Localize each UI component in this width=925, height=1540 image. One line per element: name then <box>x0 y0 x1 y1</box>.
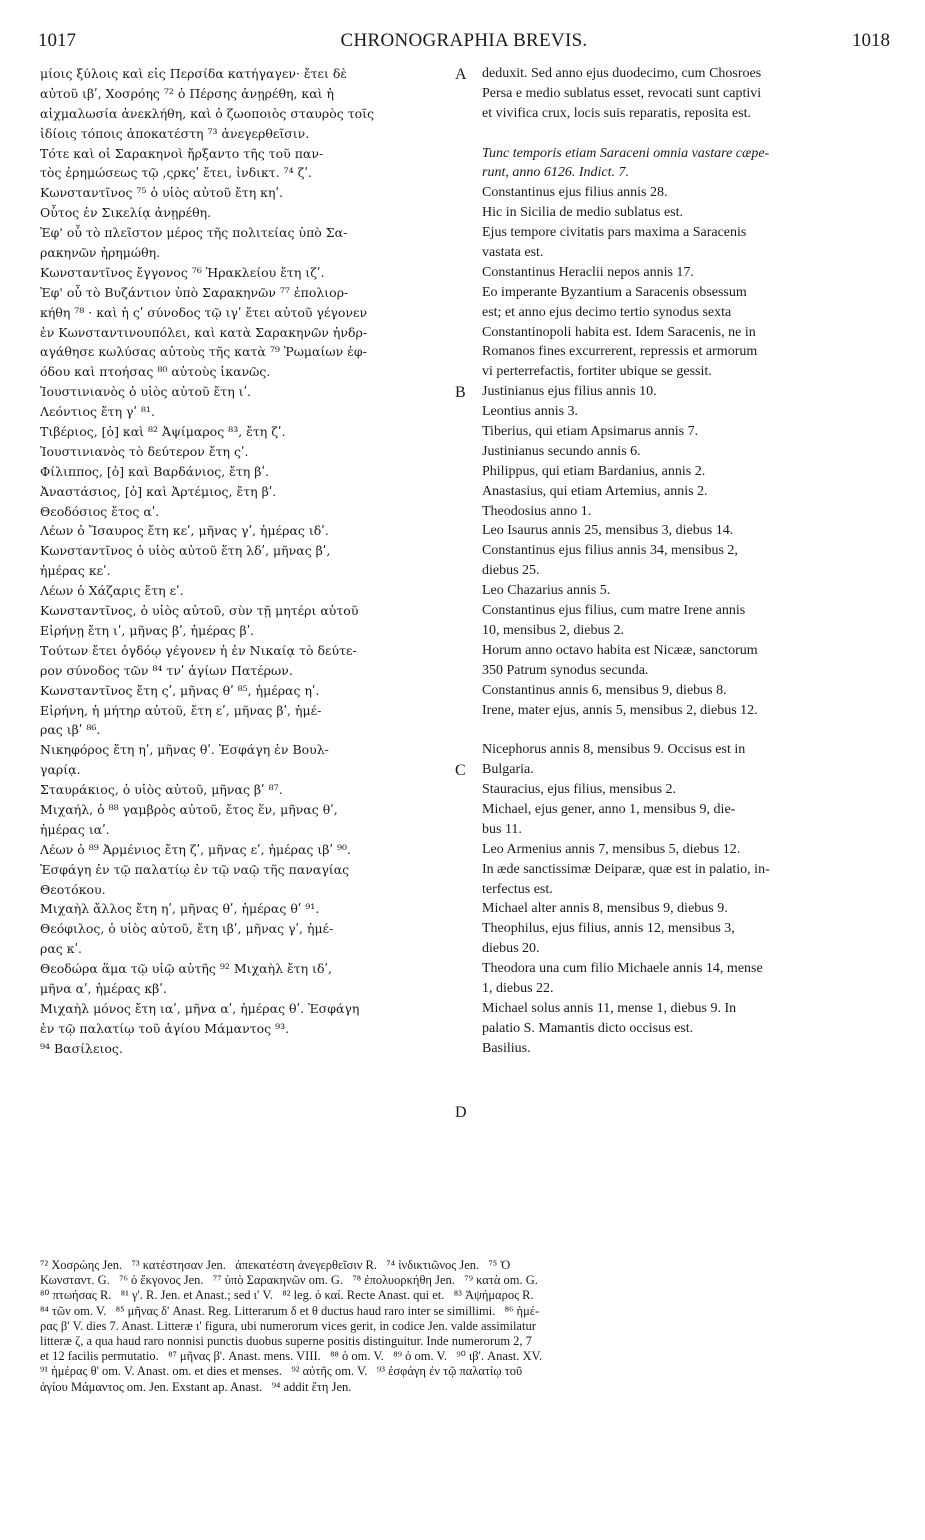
greek-line: τὸς ἐρημώσεως τῷ ,ςρκςʹ ἔτει, ἰνδικτ. ⁷⁴ ζʹ. <box>40 165 312 181</box>
latin-line: Theodosius anno 1. <box>482 503 592 519</box>
latin-line: diebus 20. <box>482 941 540 957</box>
greek-line: Ἐφ' οὗ τὸ πλεῖστον μέρος τῆς πολιτείας ὑπὸ Σα- <box>40 225 348 241</box>
latin-line: Persa e medio sublatus esset, revocati sunt captivi <box>482 85 762 101</box>
latin-line: terfectus est. <box>482 881 553 897</box>
greek-line: Τιβέριος, [ὁ] καὶ ⁸² Ἀψίμαρος ⁸³, ἔτη ζʹ. <box>40 424 286 440</box>
latin-line: palatio S. Mamantis dicto occisus est. <box>482 1020 694 1036</box>
greek-line: Τότε καὶ οἱ Σαρακηνοὶ ἤρξαντο τῆς τοῦ παν- <box>40 145 324 161</box>
greek-line: ρον σύνοδος τῶν ⁸⁴ τνʹ ἁγίων Πατέρων. <box>40 662 293 678</box>
greek-line: Θεοτόκου. <box>40 881 106 897</box>
footnote-line: ἁγίου Μάμαντος om. Jen. Exstant ap. Anast. ⁹⁴ addit ἔτη Jen. <box>40 1379 352 1394</box>
greek-line: Νικηφόρος ἔτη ηʹ, μῆνας θʹ. Ἐσφάγη ἐν Βουλ- <box>40 742 329 758</box>
margin-letter-c: C <box>455 762 466 779</box>
latin-line: Nicephorus annis 8, mensibus 9. Occisus est in <box>482 742 746 758</box>
margin-letter-b: B <box>455 384 466 401</box>
greek-line: Κωνσταντῖνος ὁ υἱὸς αὐτοῦ ἔτη λδʹ, μῆνας βʹ, <box>40 543 331 559</box>
latin-line: Leo Isaurus annis 25, mensibus 3, diebus 14. <box>482 523 734 539</box>
footnote-line: ⁸⁴ τῶν om. V. ⁸⁵ μῆνας δ' Anast. Reg. Litterarum δ et θ ductus haud raro inter se simillimi. ⁸⁶ ἡμέ- <box>40 1303 540 1318</box>
greek-line: Ἰουστινιανὸς ὁ υἱὸς αὐτοῦ ἔτη ιʹ. <box>40 384 252 400</box>
latin-line: bus 11. <box>482 821 522 837</box>
greek-line: Μιχαὴλ ἄλλος ἔτη ηʹ, μῆνας θʹ, ἡμέρας θʹ ⁹¹. <box>40 901 320 917</box>
latin-line: Leontius annis 3. <box>482 404 579 420</box>
greek-line: Λέων ὁ Ἴσαυρος ἔτη κεʹ, μῆνας γʹ, ἡμέρας ιδʹ. <box>40 523 329 539</box>
latin-line: Eo imperante Byzantium a Saracenis obsessum <box>482 284 747 300</box>
latin-line: et vivifica crux, locis suis reparatis, reposita est. <box>482 105 752 121</box>
greek-line: Θεοδόσιος ἔτος αʹ. <box>40 503 160 519</box>
latin-line: vi perterrefactis, fortiter ubique se gessit. <box>482 364 712 380</box>
greek-line: μῆνα αʹ, ἡμέρας κβʹ. <box>40 980 167 996</box>
latin-line: Michael, ejus gener, anno 1, mensibus 9, die- <box>482 801 736 817</box>
greek-line: κήθη ⁷⁸ · καὶ ἡ ςʹ σύνοδος τῷ ιγʹ ἔτει αὐτοῦ γέγονεν <box>40 304 368 320</box>
greek-line: ἐν Κωνσταντινουπόλει, καὶ κατὰ Σαρακηνῶν ἠνδρ- <box>40 324 368 340</box>
latin-line: est; et anno ejus decimo tertio synodus sexta <box>482 304 732 320</box>
latin-line: Philippus, qui etiam Bardanius, annis 2. <box>482 463 706 479</box>
greek-line: αὐτοῦ ιβʹ, Χοσρόης ⁷² ὁ Πέρσης ἀνῃρέθη, καὶ ἡ <box>40 85 335 101</box>
greek-line: Λέων ὁ ⁸⁹ Ἀρμένιος ἔτη ζʹ, μῆνας εʹ, ἡμέρας ιβʹ ⁹⁰. <box>40 841 351 857</box>
greek-column <box>40 64 460 1059</box>
footnote-line: ⁸⁰ πτωήσας R. ⁸¹ γ'. R. Jen. et Anast.; sed ι' V. ⁸² leg. ὁ καί. Recte Anast. qui et. ⁸³ Ἀψήμαρος R. <box>40 1288 534 1303</box>
greek-line: Κωνσταντῖνος, ὁ υἱὸς αὐτοῦ, σὺν τῇ μητέρι αὐτοῦ <box>40 603 359 619</box>
margin-letter-d: D <box>455 1104 467 1121</box>
latin-line: 350 Patrum synodus secunda. <box>482 662 649 678</box>
greek-line: ἰδίοις τόποις ἀποκατέστη ⁷³ ἀνεγερθεῖσιν. <box>40 125 310 141</box>
latin-column <box>482 64 902 1059</box>
greek-line: ρας ιβʹ ⁸⁶. <box>40 722 101 738</box>
greek-line: Κωνσταντῖνος ⁷⁵ ὁ υἱὸς αὐτοῦ ἔτη κηʹ. <box>40 185 283 201</box>
latin-line <box>482 124 902 144</box>
greek-line: Εἰρήνῃ ἔτη ιʹ, μῆνας βʹ, ἡμέρας βʹ. <box>40 622 255 638</box>
greek-line: Κωνσταντῖνος ἔγγονος ⁷⁶ Ἡρακλείου ἔτη ιζʹ. <box>40 264 325 280</box>
footnotes <box>40 1258 900 1395</box>
latin-line: Justinianus ejus filius annis 10. <box>482 384 657 400</box>
greek-line: αγάθησε κωλύσας αὐτοὺς τῆς κατὰ ⁷⁹ Ῥωμαίων ἐφ- <box>40 344 367 360</box>
greek-line: ρας κʹ. <box>40 941 83 957</box>
latin-line: Bulgaria. <box>482 762 534 778</box>
latin-line: Tiberius, qui etiam Apsimarus annis 7. <box>482 424 699 440</box>
latin-line: deduxit. Sed anno ejus duodecimo, cum Chosroes <box>482 66 762 81</box>
latin-line: runt, anno 6126. Indict. 7. <box>482 165 629 181</box>
latin-line: Constantinus Heraclii nepos annis 17. <box>482 264 694 280</box>
latin-line: Michael alter annis 8, mensibus 9, diebus 9. <box>482 901 728 917</box>
latin-line: Theodora una cum filio Michaele annis 14, mense <box>482 961 763 977</box>
latin-line: Hic in Sicilia de medio sublatus est. <box>482 205 684 221</box>
greek-line: Μιχαήλ, ὁ ⁸⁸ γαμβρὸς αὐτοῦ, ἔτος ἕν, μῆνας θʹ, <box>40 801 338 817</box>
latin-line: Leo Armenius annis 7, mensibus 5, diebus 12. <box>482 841 741 857</box>
greek-line: Θεόφιλος, ὁ υἱὸς αὐτοῦ, ἔτη ιβʹ, μῆνας γʹ, ἡμέ- <box>40 921 334 937</box>
latin-line: vastata est. <box>482 245 544 261</box>
latin-line: Tunc temporis etiam Saraceni omnia vastare cæpe- <box>482 145 770 161</box>
greek-line: Λέων ὁ Χάζαρις ἔτη εʹ. <box>40 583 184 599</box>
greek-line: Λεόντιος ἔτη γʹ ⁸¹. <box>40 404 155 420</box>
margin-letter-a: A <box>455 66 467 83</box>
greek-line: Κωνσταντῖνος ἔτη ςʹ, μῆνας θʹ ⁸⁵, ἡμέρας ηʹ. <box>40 682 320 698</box>
greek-line: Εἰρήνη, ἡ μήτηρ αὐτοῦ, ἔτη εʹ, μῆνας βʹ, ἡμέ- <box>40 702 322 718</box>
greek-line: ἐν τῷ παλατίῳ τοῦ ἁγίου Μάμαντος ⁹³. <box>40 1020 290 1036</box>
latin-line: Constantinopoli habita est. Idem Saracenis, ne in <box>482 324 756 340</box>
latin-line: Constantinus annis 6, mensibus 9, diebus 8. <box>482 682 727 698</box>
footnote-line: Κωνσταντ. G. ⁷⁶ ὁ ἔκγονος Jen. ⁷⁷ ὑπὸ Σαρακηνῶν om. G. ⁷⁸ ἐπολυορκήθη Jen. ⁷⁹ κατὰ om. G. <box>40 1273 538 1288</box>
latin-line: 1, diebus 22. <box>482 980 554 996</box>
page-header <box>38 30 890 56</box>
latin-line: diebus 25. <box>482 563 540 579</box>
greek-line: μίοις ξύλοις καὶ εἰς Περσίδα κατήγαγεν· ἔτει δὲ <box>40 66 348 81</box>
latin-line: Constantinus ejus filius annis 28. <box>482 185 668 201</box>
greek-line: αἰχμαλωσία ἀνεκλήθη, καὶ ὁ ζωοποιὸς σταυρὸς τοῖς <box>40 105 375 121</box>
greek-line: Ἀναστάσιος, [ὁ] καὶ Ἀρτέμιος, ἔτη βʹ. <box>40 483 277 499</box>
greek-line: ρακηνῶν ἠρημώθη. <box>40 245 161 261</box>
latin-line: Ejus tempore civitatis pars maxima a Saracenis <box>482 225 747 241</box>
greek-line: Ἰουστινιανὸς τὸ δεύτερον ἔτη ςʹ. <box>40 443 249 459</box>
page-title: CHRONOGRAPHIA BREVIS. <box>340 30 588 51</box>
latin-line: Constantinus ejus filius, cum matre Irene annis <box>482 603 746 619</box>
latin-line <box>482 720 902 740</box>
greek-line: όδου καὶ πτοήσας ⁸⁰ αὐτοὺς ἱκανῶς. <box>40 364 271 380</box>
greek-line: ἡμέρας ιαʹ. <box>40 821 110 837</box>
latin-line: Romanos fines excurrerent, repressis et armorum <box>482 344 758 360</box>
greek-line: γαρίᾳ. <box>40 762 81 778</box>
greek-line: Ἐσφάγη ἐν τῷ παλατίῳ ἐν τῷ ναῷ τῆς παναγίας <box>40 861 350 877</box>
greek-line: Ἐφ' οὗ τὸ Βυζάντιον ὑπὸ Σαρακηνῶν ⁷⁷ ἐπολιορ- <box>40 284 349 300</box>
latin-line: Theophilus, ejus filius, annis 12, mensibus 3, <box>482 921 735 937</box>
greek-line: ⁹⁴ Βασίλειος. <box>40 1040 123 1056</box>
latin-line: Stauracius, ejus filius, mensibus 2. <box>482 782 677 798</box>
greek-line: Τούτων ἔτει ὀγδόῳ γέγονεν ἡ ἐν Νικαίᾳ τὸ δεύτε- <box>40 642 357 658</box>
right-page-number: 1018 <box>852 30 890 51</box>
latin-line: In æde sanctissimæ Deiparæ, quæ est in palatio, in- <box>482 861 770 877</box>
latin-line: Basilius. <box>482 1040 531 1056</box>
latin-line: Justinianus secundo annis 6. <box>482 443 641 459</box>
footnote-line: litteræ ζ, a qua haud raro nonnisi punctis duobus superne positis distinguitur. Inde numerorum 2, 7 <box>40 1333 532 1348</box>
latin-line: Michael solus annis 11, mense 1, diebus 9. In <box>482 1000 737 1016</box>
footnote-line: ρας β' V. dies 7. Anast. Litteræ ι' figura, ubi numerorum vices gerit, in codice Jen. valde assimilatur <box>40 1318 536 1333</box>
greek-line: Μιχαὴλ μόνος ἔτη ιαʹ, μῆνα αʹ, ἡμέρας θʹ. Ἐσφάγη <box>40 1000 360 1016</box>
footnote-line: ⁹¹ ἡμέρας θ' om. V. Anast. om. et dies et menses. ⁹² αὐτῆς om. V. ⁹³ ἐσφάγη ἐν τῷ παλατίῳ τοῦ <box>40 1364 523 1379</box>
latin-line: Constantinus ejus filius annis 34, mensibus 2, <box>482 543 738 559</box>
left-page-number: 1017 <box>38 30 76 51</box>
latin-line: 10, mensibus 2, diebus 2. <box>482 622 624 638</box>
latin-line: Leo Chazarius annis 5. <box>482 583 611 599</box>
latin-line: Anastasius, qui etiam Artemius, annis 2. <box>482 483 708 499</box>
latin-line: Irene, mater ejus, annis 5, mensibus 2, diebus 12. <box>482 702 758 718</box>
greek-line: Φίλιππος, [ὁ] καὶ Βαρδάνιος, ἔτη βʹ. <box>40 463 269 479</box>
greek-line: Θεοδώρα ἅμα τῷ υἱῷ αὐτῆς ⁹² Μιχαὴλ ἔτη ιδʹ, <box>40 961 332 977</box>
greek-line: ἡμέρας κεʹ. <box>40 563 111 579</box>
footnote-line: ⁷² Χοσρώης Jen. ⁷³ κατέστησαν Jen. ἀπεκατέστη ἀνεγερθεῖσιν R. ⁷⁴ ἰνδικτιῶνος Jen. ⁷⁵ Ὁ <box>40 1258 511 1272</box>
greek-line: Σταυράκιος, ὁ υἱὸς αὐτοῦ, μῆνας βʹ ⁸⁷. <box>40 782 283 798</box>
footnote-line: et 12 facilis permutatio. ⁸⁷ μῆνας β'. Anast. mens. VIII. ⁸⁸ ὁ om. V. ⁸⁹ ὁ om. V. ⁹⁰ ιβ'. Anast. XV. <box>40 1349 543 1364</box>
latin-line: Horum anno octavo habita est Nicææ, sanctorum <box>482 642 758 658</box>
greek-line: Οὗτος ἐν Σικελίᾳ ἀνῃρέθη. <box>40 205 212 221</box>
